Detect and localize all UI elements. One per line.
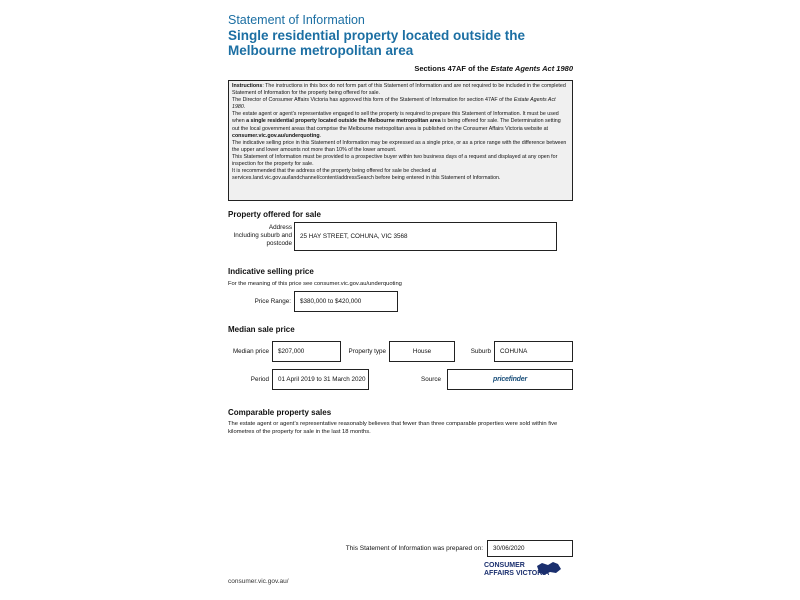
sections-prefix: Sections 47AF of the [414,64,491,73]
price-range-field[interactable]: $380,000 to $420,000 [294,291,398,312]
instructions-text-3b: is being offered for sale. The Determination setting out the local government areas that comprise the Melbourne metropolitan area is published on the Consumer Affairs Victoria website at [232,118,561,132]
logo-word-affairs: AFFAIRS [484,570,514,577]
address-field[interactable]: 25 HAY STREET, COHUNA, VIC 3568 [294,222,557,251]
price-range-label: Price Range: [254,298,291,305]
property-section-title: Property offered for sale [228,210,321,219]
instructions-p4: The indicative selling price in this Statement of Information may be expressed as a single price, or as a price range with the difference between the upper and lower amounts not more than 10% of the lower amount. [232,139,567,153]
prepared-on-label: This Statement of Information was prepared on: [345,545,483,552]
source-field[interactable] [447,369,573,390]
footer-url[interactable]: consumer.vic.gov.au/ [228,578,289,585]
prepared-on-date-field[interactable]: 30/06/2020 [487,540,573,557]
instructions-p3 [232,111,569,139]
median-section-title: Median sale price [228,325,295,334]
instructions-text-3c: . [319,132,322,139]
statement-page [201,0,600,600]
address-label-sub1: Including suburb and [233,232,292,239]
price-meaning-text: For the meaning of this price see consumer.vic.gov.au/underquoting [228,281,402,287]
median-price-field[interactable]: $207,000 [272,341,341,362]
address-label [219,224,292,248]
document-subtitle: Statement of Information [228,13,365,27]
logo-word-victoria: VICTORIA [515,570,550,577]
median-price-label: Median price [232,348,269,355]
instructions-text-2a: The Director of Consumer Affairs Victoria has approved this form of the Statement of Information for section 47AF of the [232,97,514,104]
address-label-sub2: postcode [266,240,292,247]
address-label-main: Address [268,224,292,231]
logo-line-consumer: CONSUMER [484,562,525,569]
comparable-section-title: Comparable property sales [228,408,332,417]
instructions-act: Estate Agents Act 1980 [232,97,556,111]
instructions-text-1: : The instructions in this box do not form part of this Statement of Information and are not required to be included in the completed Statement of Information for the property being offered for sale. [232,83,566,97]
instructions-p5: This Statement of Information must be provided to a prospective buyer within two business days of a request and displayed at any open for inspection for the property for sale. [232,153,558,168]
underquoting-link[interactable]: consumer.vic.gov.au/underquoting [232,132,320,139]
logo-line-2 [484,570,549,578]
instructions-bold: a single residential property located outside the Melbourne metropolitan area [246,118,441,125]
property-type-label: Property type [348,348,386,355]
instructions-text-3a: The estate agent or agent’s representative engaged to sell the property is required to prepare this Statement of Information. It must be used when [232,111,559,125]
instructions-p2 [232,97,569,111]
instructions-lead: Instructions [232,83,263,89]
comparable-text: The estate agent or agent’s representative reasonably believes that fewer than three comparable properties were sold within five kilometres of the property for sale in the last 18 months. [228,421,558,435]
suburb-field[interactable]: COHUNA [494,341,573,362]
instructions-p6: It is recommended that the address of the property being offered for sale be checked at services.land.vic.gov.au/landchannel/content/addressSearch before being entered in this Statement of Information. [232,168,501,182]
suburb-label: Suburb [470,348,491,355]
property-type-field[interactable]: House [389,341,455,362]
instructions-text-2b: . [243,104,246,111]
instructions-p1 [232,83,569,97]
period-field[interactable]: 01 April 2019 to 31 March 2020 [272,369,369,390]
consumer-affairs-victoria-logo [484,560,578,584]
pricefinder-logo: pricefinder [493,376,527,383]
document-title: Single residential property located outside the Melbourne metropolitan area [228,28,526,58]
sections-reference [401,64,573,73]
period-label: Period [250,376,269,383]
instructions-box [228,80,573,201]
sections-act-name: Estate Agents Act 1980 [490,64,573,73]
indicative-section-title: Indicative selling price [228,267,314,276]
source-label: Source [421,376,441,383]
